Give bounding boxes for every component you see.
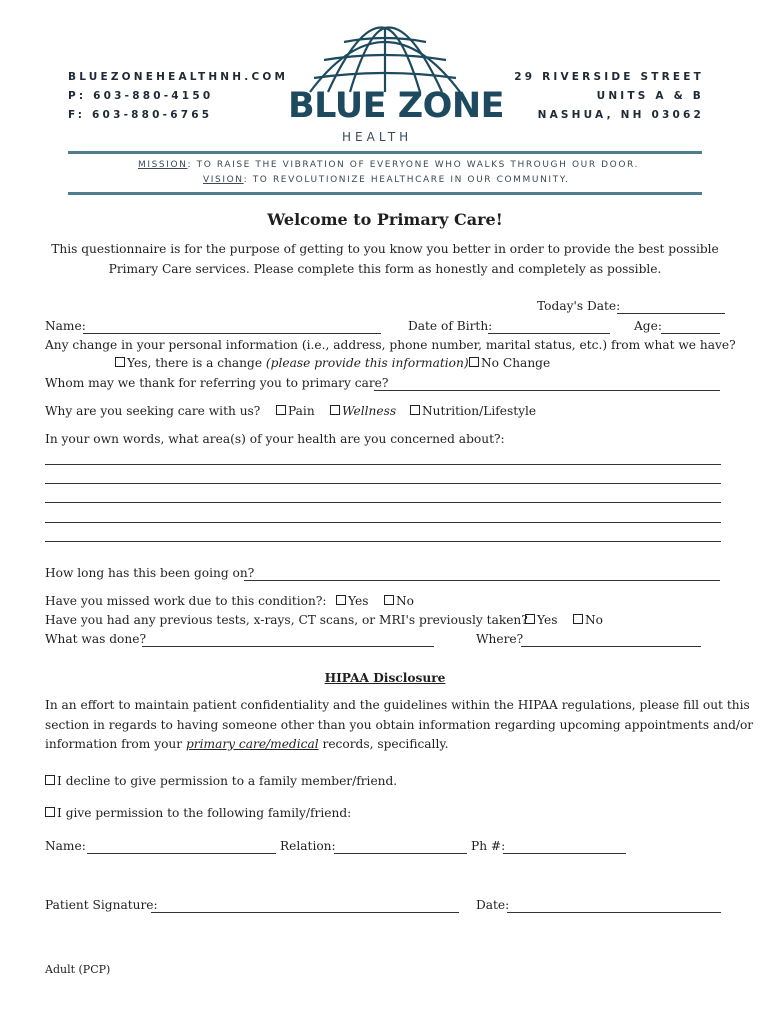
wellness-label: Wellness <box>342 404 397 418</box>
what-done-label: What was done? <box>45 632 146 646</box>
website-text: BLUEZONEHEALTHNH.COM <box>68 71 289 83</box>
dob-field[interactable] <box>488 333 610 334</box>
what-done-field[interactable] <box>142 646 434 647</box>
intro-line-2: Primary Care services. Please complete this form as honestly and completely as possible. <box>108 262 662 276</box>
bottom-rule <box>68 192 702 195</box>
tests-no-label: No <box>585 613 604 627</box>
concern-line-4[interactable] <box>45 522 721 523</box>
name-label: Name: <box>45 319 86 333</box>
yes-change-label: Yes, there is a change <box>127 356 263 370</box>
globe-logo-icon <box>300 22 470 94</box>
tests-yes-label: Yes <box>537 613 558 627</box>
concern-question: In your own words, what area(s) of your health are you concerned about?: <box>45 432 505 446</box>
signature-date-label: Date: <box>476 898 510 912</box>
todays-date-label: Today's Date: <box>537 299 621 313</box>
wellness-checkbox[interactable] <box>330 405 340 415</box>
hipaa-line-3 <box>45 737 448 751</box>
units-text: UNITS A & B <box>596 90 704 102</box>
tests-question: Have you had any previous tests, x-rays, CT scans, or MRI's previously taken? <box>45 613 528 627</box>
hipaa-phone-label: Ph #: <box>471 839 506 853</box>
nutrition-checkbox[interactable] <box>410 405 420 415</box>
street-text: 29 RIVERSIDE STREET <box>514 71 704 83</box>
tests-yes-option[interactable] <box>525 613 557 627</box>
hipaa-phone-field[interactable] <box>503 853 626 854</box>
city-text: NASHUA, NH 03062 <box>537 109 704 121</box>
hipaa-line-3-a: information from your <box>45 737 183 751</box>
concern-line-2[interactable] <box>45 483 721 484</box>
no-change-label: No Change <box>481 356 551 370</box>
change-question: Any change in your personal information (i.e., address, phone number, marital status, etc.) from what we have? <box>45 338 736 352</box>
vision-text: : TO REVOLUTIONIZE HEALTHCARE IN OUR COMMUNITY. <box>243 175 570 185</box>
decline-label: I decline to give permission to a family member/friend. <box>57 774 398 788</box>
referral-question: Whom may we thank for referring you to primary care? <box>45 376 389 390</box>
hipaa-title: HIPAA Disclosure <box>324 671 446 685</box>
no-change-option[interactable] <box>469 356 550 370</box>
todays-date-field[interactable] <box>617 313 725 314</box>
yes-change-note: (please provide this information) <box>265 356 469 370</box>
age-field[interactable] <box>661 333 720 334</box>
fax-text: F: 603-880-6765 <box>68 109 213 121</box>
phone-text: P: 603-880-4150 <box>68 90 214 102</box>
pain-checkbox[interactable] <box>276 405 286 415</box>
hipaa-line-1: In an effort to maintain patient confidentiality and the guidelines within the HIPAA regulations, please fill out this <box>45 698 750 712</box>
nutrition-option[interactable] <box>410 404 536 418</box>
wellness-option[interactable] <box>330 404 396 418</box>
concern-line-5[interactable] <box>45 541 721 542</box>
missed-work-yes-option[interactable] <box>336 594 368 608</box>
yes-change-checkbox[interactable] <box>115 357 125 367</box>
mission-text: : TO RAISE THE VIBRATION OF EVERYONE WHO WALKS THROUGH OUR DOOR. <box>187 160 640 170</box>
duration-question: How long has this been going on? <box>45 566 255 580</box>
footer-label: Adult (PCP) <box>45 963 111 976</box>
signature-date-field[interactable] <box>507 912 721 913</box>
mission-label: MISSION <box>138 160 188 170</box>
concern-line-3[interactable] <box>45 502 721 503</box>
form-title: Welcome to Primary Care! <box>267 210 503 229</box>
no-change-checkbox[interactable] <box>469 357 479 367</box>
mission-line <box>138 160 639 170</box>
hipaa-name-field[interactable] <box>87 853 276 854</box>
logo-sub-text: HEALTH <box>342 130 413 144</box>
yes-change-option[interactable] <box>115 356 469 370</box>
hipaa-line-3-b: primary care/medical <box>185 737 319 751</box>
tests-no-option[interactable] <box>573 613 603 627</box>
missed-work-question: Have you missed work due to this condition?: <box>45 594 327 608</box>
relation-field[interactable] <box>334 853 467 854</box>
missed-work-no-option[interactable] <box>384 594 414 608</box>
missed-work-no-label: No <box>396 594 415 608</box>
hipaa-line-3-c: records, specifically. <box>322 737 449 751</box>
give-checkbox[interactable] <box>45 807 55 817</box>
intro-line-1: This questionnaire is for the purpose of getting to you know you better in order to provide the best possible <box>51 242 719 256</box>
tests-yes-checkbox[interactable] <box>525 614 535 624</box>
concern-line-1[interactable] <box>45 464 721 465</box>
give-label: I give permission to the following family/friend: <box>57 806 352 820</box>
age-label: Age: <box>634 319 662 333</box>
vision-line <box>203 175 570 185</box>
top-rule <box>68 151 702 154</box>
hipaa-line-2: section in regards to having someone other than you obtain information regarding upcoming appointments and/or <box>45 718 754 732</box>
tests-no-checkbox[interactable] <box>573 614 583 624</box>
missed-work-yes-label: Yes <box>348 594 369 608</box>
decline-option[interactable] <box>45 774 397 788</box>
pain-option[interactable] <box>276 404 315 418</box>
why-question: Why are you seeking care with us? <box>45 404 261 418</box>
hipaa-name-label: Name: <box>45 839 86 853</box>
name-field[interactable] <box>83 333 381 334</box>
missed-work-no-checkbox[interactable] <box>384 595 394 605</box>
pain-label: Pain <box>288 404 315 418</box>
vision-label: VISION <box>203 175 244 185</box>
duration-field[interactable] <box>244 580 720 581</box>
missed-work-yes-checkbox[interactable] <box>336 595 346 605</box>
where-label: Where? <box>476 632 524 646</box>
give-option[interactable] <box>45 806 351 820</box>
signature-label: Patient Signature: <box>45 898 158 912</box>
decline-checkbox[interactable] <box>45 775 55 785</box>
where-field[interactable] <box>521 646 701 647</box>
referral-field[interactable] <box>374 390 720 391</box>
signature-field[interactable] <box>151 912 459 913</box>
relation-label: Relation: <box>280 839 336 853</box>
logo-main-text: BLUE ZONE <box>288 86 505 126</box>
dob-label: Date of Birth: <box>408 319 493 333</box>
nutrition-label: Nutrition/Lifestyle <box>422 404 537 418</box>
